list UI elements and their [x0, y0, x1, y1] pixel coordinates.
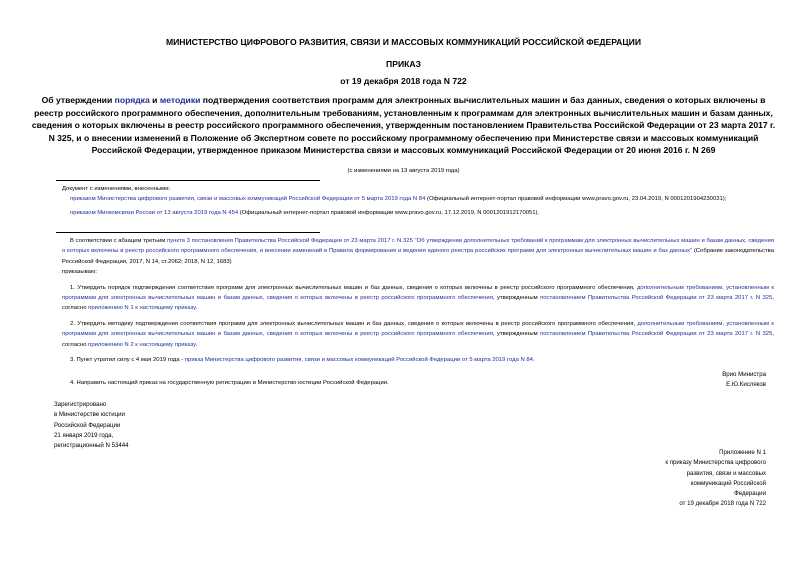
appendix-block — [665, 448, 766, 510]
registration-line: регистрационный N 53444 — [54, 442, 129, 450]
signature-block — [722, 370, 766, 391]
p1-text-b: , утвержденным — [492, 295, 541, 302]
appendix-line: от 19 декабря 2018 года N 722 — [679, 500, 766, 508]
p2-text-b: , утвержденным — [492, 331, 541, 338]
order-body — [62, 236, 774, 389]
p3-text-a: 3. Пункт утратил силу с 4 мая 2019 года - — [70, 357, 185, 364]
registration-line: в Министерстве юстиции — [54, 411, 125, 419]
ministry-heading: МИНИСТЕРСТВО ЦИФРОВОГО РАЗВИТИЯ, СВЯЗИ И МАССОВЫХ КОММУНИКАЦИЙ РОССИЙСКОЙ ФЕДЕРАЦИИ — [165, 37, 642, 47]
title-link-poryadok[interactable]: порядка — [114, 95, 150, 105]
appendix-line: к приказу Министерства цифрового — [665, 459, 766, 467]
registration-line: Зарегистрировано — [54, 401, 107, 408]
divider-top — [56, 180, 320, 181]
changes-block — [62, 184, 774, 218]
appendix-line: Федерации — [734, 490, 766, 498]
title-text-2: и — [149, 95, 160, 105]
change-link-1[interactable]: приказом Министерства цифрового развития, связи и массовых коммуникаций Российской Федерации от 5 марта 2019 года N 84 — [70, 196, 426, 203]
doc-type: ПРИКАЗ — [386, 59, 421, 69]
change-link-2[interactable]: приказом Минкомсвязи России от 13 августа 2019 года N 454 — [70, 209, 239, 216]
p1-link-resolution[interactable]: постановлением Правительства Российской Федерации от 23 марта 2017 г. N 325 — [540, 295, 773, 302]
p2-link-resolution[interactable]: постановлением Правительства Российской Федерации от 23 марта 2017 г. N 325 — [540, 331, 773, 338]
p4-text: 4. Направить настоящий приказ на государственную регистрацию в Министерство юстиции Российской Федерации. — [70, 380, 389, 387]
p2-text-a: 2. Утвердить методику подтверждения соответствия программ для электронных вычислительных машин и баз данных, сведения о которых включены в реестр российского программного обеспечения, — [70, 320, 638, 327]
p2-text-c: , согласно — [62, 331, 774, 348]
registration-block — [54, 400, 129, 451]
p2-link-appendix[interactable]: приложению N 2 к настоящему приказу — [88, 341, 196, 348]
p2-text-d: . — [195, 341, 198, 348]
changes-heading: Документ с изменениями, внесенными: — [62, 186, 171, 192]
p3-link-order[interactable]: приказ Министерства цифрового развития, связи и массовых коммуникаций Российской Федерации от 5 марта 2019 года N 84 — [184, 357, 533, 364]
change-text-1: (Официальный интернет-портал правовой информации www.pravo.gov.ru, 23.04.2019, N 0001201904230031); — [425, 196, 727, 203]
p1-text-d: . — [195, 305, 198, 312]
title-text-3: подтверждения соответствия программ для электронных вычислительных машин и баз данных, сведения о которых включены в реестр российского программного обеспечения, дополнительным требованиям, установленным к программам для электронных вычислительных машин и базам данных, сведения о которых включены в реестр российского программного обеспечения, утвержденным постановлением Правительства Российской Федерации от 23 марта 2017 г. N 325, и о внесении изменений в Положение об Экспертном совете по российскому программному обеспечению при Министерстве связи и массовых коммуникаций Российской Федерации, утвержденное приказом Министерства связи и массовых коммуникаций Российской Федерации от 20 июня 2016 г. N 269 — [31, 95, 776, 156]
p1-link-appendix[interactable]: приложению N 1 к настоящему приказу — [88, 305, 196, 312]
title-text-1: Об утверждении — [41, 95, 115, 105]
doc-date-number: от 19 декабря 2018 года N 722 — [340, 76, 467, 86]
p1-text-c: , согласно — [62, 295, 774, 312]
order-word: приказываю: — [62, 269, 98, 276]
p1-text-a: 1. Утвердить порядок подтверждения соответствия программ для электронных вычислительных машин и баз данных, сведения о которых включены в реестр российского программного обеспечения, — [70, 284, 637, 291]
p2-link-requirements[interactable]: дополнительным требованиям, установленным к программам для электронных вычислительных машин и базам данных, сведения о которых включены в реестр российского программного обеспечения — [62, 320, 774, 338]
appendix-line: развития, связи и массовых — [686, 469, 766, 477]
registration-line: 21 января 2019 года, — [54, 431, 114, 439]
change-text-2: (Официальный интернет-портал правовой информации www.pravo.gov.ru, 17.12.2019, N 0001201912170051). — [238, 209, 540, 216]
appendix-line: коммуникаций Российской — [690, 479, 766, 487]
intro-link-resolution[interactable]: пункта 3 постановления Правительства Российской Федерации от 23 марта 2017 г. N 325 "Об утверждении дополнительных требований к программам для электронных вычислительных машин и базам данных, сведения о которых включены в реестр российского программного обеспечения, и внесении изменений в Правила формирования и ведения единого реестра российских программ для электронных вычислительных машин и баз данных" — [62, 238, 774, 255]
amended-note: (с изменениями на 13 августа 2019 года) — [347, 168, 460, 174]
document-title — [30, 94, 777, 157]
signature-name: Е.Ю.Кисляков — [726, 381, 766, 389]
signature-position: Врио Министра — [722, 371, 766, 378]
title-link-metodika[interactable]: методики — [159, 95, 201, 105]
intro-text-b: (Собрание законодательства Российской Федерации, 2017, N 14, ст.2062; 2018, N 12, 1683) — [62, 248, 775, 265]
appendix-line: Приложение N 1 — [719, 449, 766, 456]
registration-line: Российской Федерации — [54, 421, 121, 429]
divider-bottom — [56, 232, 320, 233]
p1-link-requirements[interactable]: дополнительным требованиям, установленным к программам для электронных вычислительных машин и базам данных, сведения о которых включены в реестр российского программного обеспечения — [62, 284, 774, 302]
p3-text-b: . — [532, 357, 535, 364]
intro-text-a: В соответствии с абзацем третьим — [70, 238, 167, 244]
